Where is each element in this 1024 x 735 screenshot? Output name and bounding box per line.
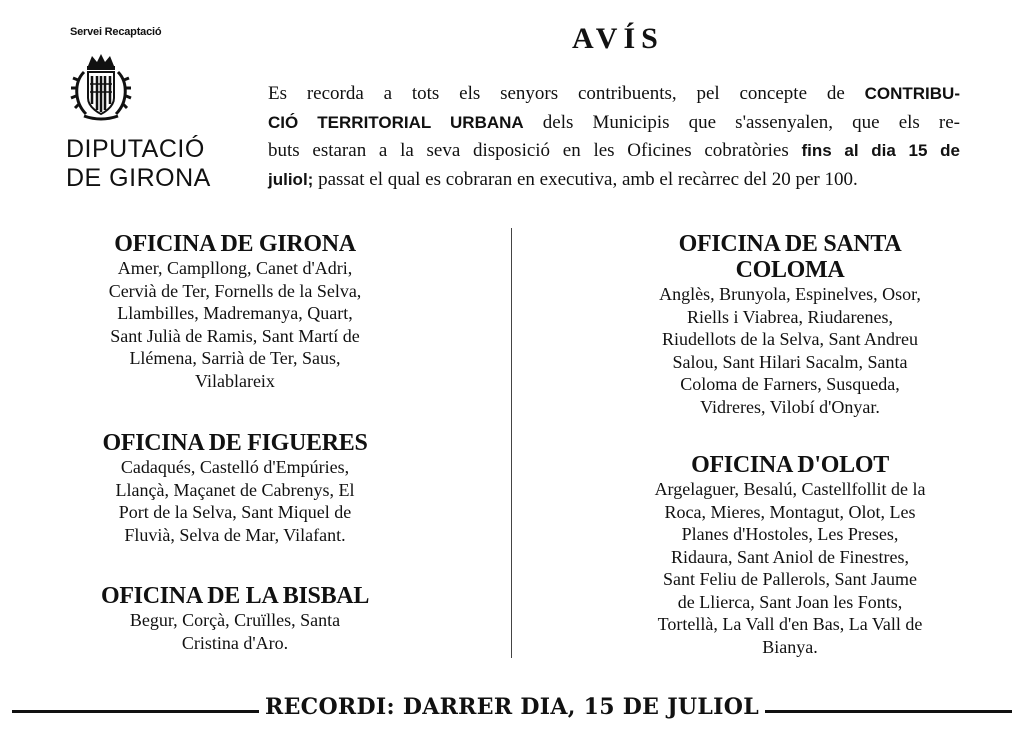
town-line: Cervià de Ter, Fornells de la Selva,: [108, 280, 362, 301]
intro-bold-text: fins al dia 15 de: [801, 141, 961, 160]
town-line: Amer, Campllong, Canet d'Adri,: [117, 258, 353, 278]
notice-title: AVÍS: [572, 22, 664, 55]
town-line: Ridaura, Sant Aniol de Finestres,: [671, 546, 909, 567]
town-line: Coloma de Farners, Susqueda,: [680, 374, 900, 394]
town-line: Anglès, Brunyola, Espinelves, Osor,: [659, 284, 921, 304]
intro-line: [268, 80, 960, 109]
town-line: Vidreres, Vilobí d'Onyar.: [700, 396, 880, 417]
office-olot: [630, 452, 950, 658]
town-line: Vilablareix: [195, 370, 275, 391]
office-title: OFICINA DE GIRONA: [114, 231, 356, 257]
office-figueres: [90, 430, 380, 546]
intro-line: [268, 166, 960, 195]
town-line: Llémena, Sarrià de Ter, Saus,: [129, 348, 341, 368]
office-santa-coloma: [630, 231, 950, 418]
institution-line-1: DIPUTACIÓ: [66, 135, 205, 163]
town-line: Llançà, Maçanet de Cabrenys, El: [115, 479, 355, 500]
office-towns: [90, 456, 380, 546]
office-towns: [630, 283, 950, 418]
town-line: Salou, Sant Hilari Sacalm, Santa: [672, 351, 908, 372]
town-line: Riudellots de la Selva, Sant Andreu: [662, 329, 918, 349]
town-line: Bianya.: [762, 636, 818, 657]
office-towns: [630, 478, 950, 658]
column-divider: [511, 228, 512, 658]
institution-name: [66, 135, 211, 193]
town-line: Begur, Corçà, Cruïlles, Santa: [129, 610, 341, 630]
town-line: Argelaguer, Besalú, Castellfollit de la: [654, 479, 926, 499]
town-line: Riells i Viabrea, Riudarenes,: [686, 306, 894, 327]
office-title-line-2: COLOMA: [735, 257, 845, 283]
town-line: Tortellà, La Vall d'en Bas, La Vall de: [657, 614, 923, 634]
office-title: OFICINA DE LA BISBAL: [100, 583, 370, 609]
coat-of-arms-icon: [70, 52, 132, 122]
town-line: Cadaqués, Castelló d'Empúries,: [120, 457, 350, 477]
town-line: Sant Feliu de Pallerols, Sant Jaume: [663, 569, 917, 589]
service-label: Servei Recaptació: [70, 26, 162, 38]
town-line: Planes d'Hostoles, Les Preses,: [681, 524, 899, 544]
town-line: Llambilles, Madremanya, Quart,: [117, 303, 353, 323]
intro-bold-text: juliol;: [268, 169, 314, 189]
footer-reminder: [0, 694, 1024, 720]
intro-text: buts estaran a la seva disposició en les Oficines cobratòries: [268, 140, 802, 161]
town-line: Port de la Selva, Sant Miquel de: [118, 502, 352, 522]
town-line: Fluvià, Selva de Mar, Vilafant.: [124, 524, 346, 545]
footer-reminder-text: RECORDI: DARRER DIA, 15 DE JULIOL: [259, 694, 765, 720]
town-line: Cristina d'Aro.: [181, 632, 289, 653]
office-girona: [90, 231, 380, 392]
intro-text: dels Municipis que s'assenyalen, que els re-: [523, 111, 960, 133]
intro-bold-text: CONTRIBU-: [864, 84, 960, 103]
office-towns: [90, 257, 380, 392]
office-bisbal: [90, 583, 380, 654]
intro-bold-text: CIÓ TERRITORIAL URBANA: [268, 112, 524, 132]
intro-paragraph: [268, 80, 960, 194]
town-line: de Llierca, Sant Joan les Fonts,: [677, 591, 903, 612]
town-line: Roca, Mieres, Montagut, Olot, Les: [664, 501, 916, 522]
intro-line: [268, 137, 960, 166]
institution-line-2: DE GIRONA: [66, 164, 211, 192]
office-towns: [90, 609, 380, 654]
office-title-line-1: OFICINA DE SANTA: [678, 231, 902, 257]
intro-text: passat el qual es cobraran en executiva, amb el recàrrec del 20 per 100.: [313, 168, 858, 190]
intro-text: Es recorda a tots els senyors contribuents, pel concepte de: [268, 83, 865, 104]
office-title: OFICINA DE FIGUERES: [102, 430, 368, 456]
town-line: Sant Julià de Ramis, Sant Martí de: [110, 325, 360, 346]
office-title: OFICINA D'OLOT: [691, 452, 889, 478]
intro-line: [268, 109, 960, 138]
